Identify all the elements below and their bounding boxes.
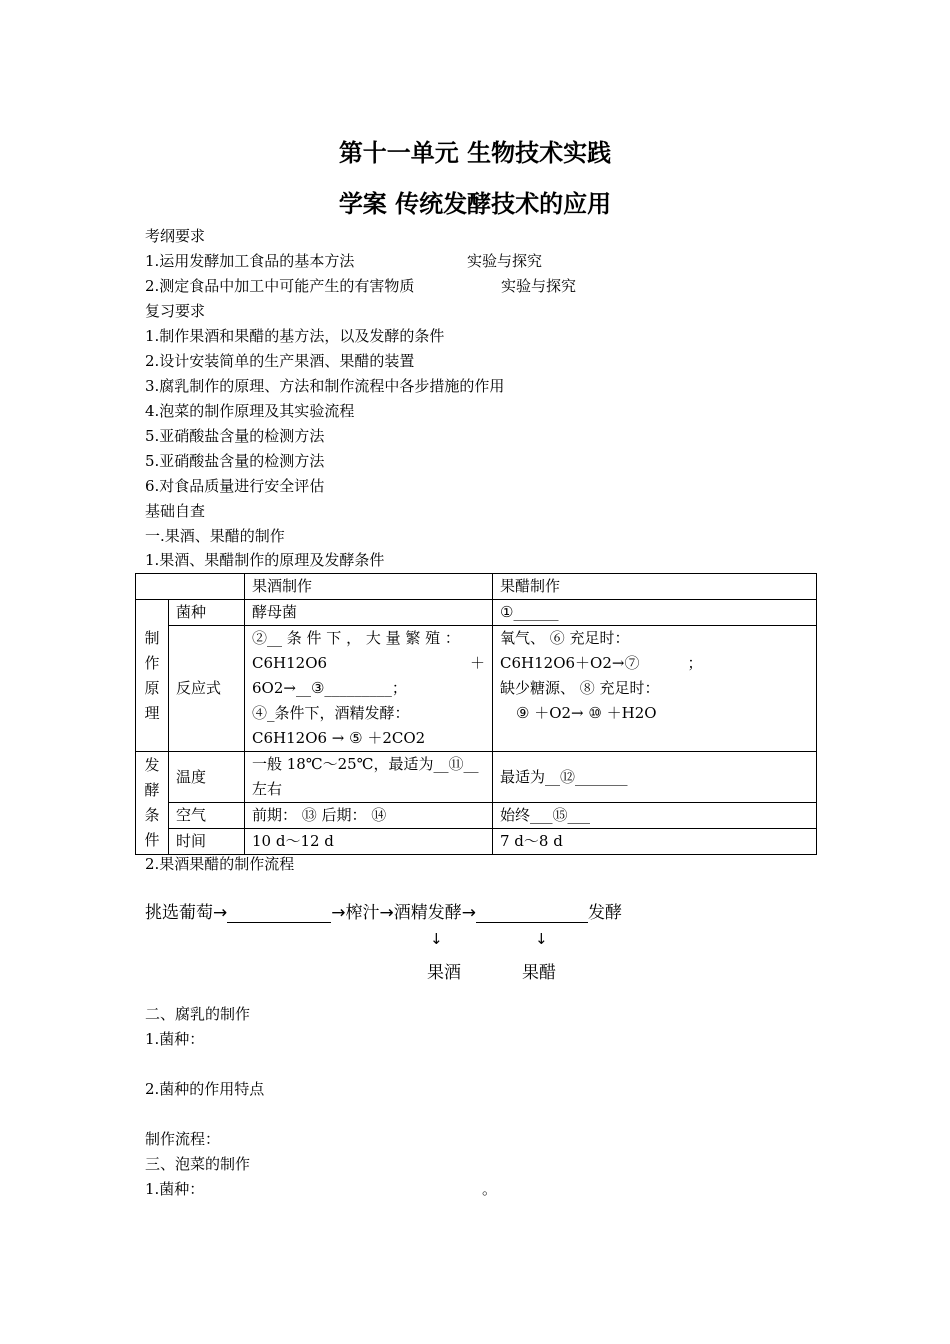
outline-item-text: 1.运用发酵加工食品的基本方法 bbox=[145, 252, 355, 270]
table-row bbox=[136, 752, 817, 803]
review-item: 1.制作果酒和果醋的基方法，以及发酵的条件 bbox=[145, 327, 445, 345]
cell-wine-air: 前期： ⑬ 后期： ⑭ bbox=[245, 803, 493, 829]
down-arrow-icon: ↓ bbox=[430, 930, 443, 948]
lesson-title: 学案 传统发酵技术的应用 bbox=[338, 190, 612, 218]
table-row bbox=[136, 829, 817, 855]
unit-title: 第十一单元 生物技术实践 bbox=[338, 139, 612, 167]
cell-vinegar-reaction: 氧气、 ⑥ 充足时： C6H12O6＋O2→⑦ ； 缺少糖源、 ⑧ 充足时： ⑨ ＋O2→ ⑩ ＋H2O bbox=[493, 626, 817, 752]
flow-chart bbox=[145, 898, 622, 923]
section-heading: 一.果酒、果醋的制作 bbox=[145, 527, 285, 545]
outline-heading: 考纲要求 bbox=[145, 227, 206, 245]
table-header-row bbox=[136, 574, 817, 600]
cell-wine-temperature: 一般 18℃～25℃，最适为__⑪__ 左右 bbox=[245, 752, 493, 803]
flow-heading: 2.果酒果醋的制作流程 bbox=[145, 855, 295, 873]
group-label-principle: 制 作 原 理 bbox=[136, 600, 169, 752]
question: 制作流程： bbox=[145, 1130, 221, 1148]
row-label-reaction: 反应式 bbox=[169, 626, 245, 752]
review-item: 6.对食品质量进行安全评估 bbox=[145, 477, 325, 495]
cell-wine-time: 10 d～12 d bbox=[245, 829, 493, 855]
outline-item-level: 实验与探究 bbox=[467, 252, 543, 270]
section-heading: 二、腐乳的制作 bbox=[145, 1005, 251, 1023]
row-label-strain: 菌种 bbox=[169, 600, 245, 626]
outline-item-text: 2.测定食品中加工中可能产生的有害物质 bbox=[145, 277, 415, 295]
flow-blank bbox=[227, 922, 331, 923]
group-label-conditions: 发 酵 条 件 bbox=[136, 752, 169, 855]
table-row bbox=[136, 626, 817, 752]
flow-step: 挑选葡萄→ bbox=[145, 903, 228, 923]
cell-vinegar-strain: ①______ bbox=[493, 600, 817, 626]
header-wine: 果酒制作 bbox=[245, 574, 493, 600]
outline-item bbox=[145, 251, 543, 271]
flow-output-wine: 果酒 bbox=[427, 963, 461, 983]
question: 2.菌种的作用特点 bbox=[145, 1080, 265, 1098]
table-row bbox=[136, 803, 817, 829]
basics-heading: 基础自查 bbox=[145, 502, 206, 520]
review-item: 3.腐乳制作的原理、方法和制作流程中各步措施的作用 bbox=[145, 377, 505, 395]
table-corner bbox=[136, 574, 245, 600]
outline-item-level: 实验与探究 bbox=[501, 277, 577, 295]
flow-blank bbox=[476, 922, 588, 923]
cell-vinegar-time: 7 d～8 d bbox=[493, 829, 817, 855]
cell-wine-strain: 酵母菌 bbox=[245, 600, 493, 626]
flow-step: →榨汁→酒精发酵→ bbox=[331, 903, 476, 923]
row-label-air: 空气 bbox=[169, 803, 245, 829]
review-heading: 复习要求 bbox=[145, 302, 206, 320]
outline-item bbox=[145, 276, 577, 296]
subsection-heading: 1.果酒、果醋制作的原理及发酵条件 bbox=[145, 551, 385, 569]
fermentation-table bbox=[135, 573, 817, 855]
review-item: 5.亚硝酸盐含量的检测方法 bbox=[145, 452, 325, 470]
cell-vinegar-air: 始终___⑮___ bbox=[493, 803, 817, 829]
header-vinegar: 果醋制作 bbox=[493, 574, 817, 600]
row-label-temperature: 温度 bbox=[169, 752, 245, 803]
question: 1.菌种： bbox=[145, 1030, 205, 1048]
cell-vinegar-temperature: 最适为__⑫_______ bbox=[493, 752, 817, 803]
cell-wine-reaction: ②__ 条 件 下 ， 大 量 繁 殖 ： C6H12O6 ＋ 6O2→__③_________； ④_条件下，酒精发酵： C6H12O6 → ⑤ ＋2CO2 bbox=[245, 626, 493, 752]
flow-step: 发酵 bbox=[587, 903, 622, 923]
period-mark: 。 bbox=[482, 1180, 498, 1198]
row-label-time: 时间 bbox=[169, 829, 245, 855]
review-item: 2.设计安装简单的生产果酒、果醋的装置 bbox=[145, 352, 415, 370]
review-item: 4.泡菜的制作原理及其实验流程 bbox=[145, 402, 355, 420]
question: 1.菌种： bbox=[145, 1180, 205, 1198]
flow-output-vinegar: 果醋 bbox=[522, 963, 556, 983]
review-item: 5.亚硝酸盐含量的检测方法 bbox=[145, 427, 325, 445]
table-row bbox=[136, 600, 817, 626]
down-arrow-icon: ↓ bbox=[535, 930, 548, 948]
section-heading: 三、泡菜的制作 bbox=[145, 1155, 251, 1173]
